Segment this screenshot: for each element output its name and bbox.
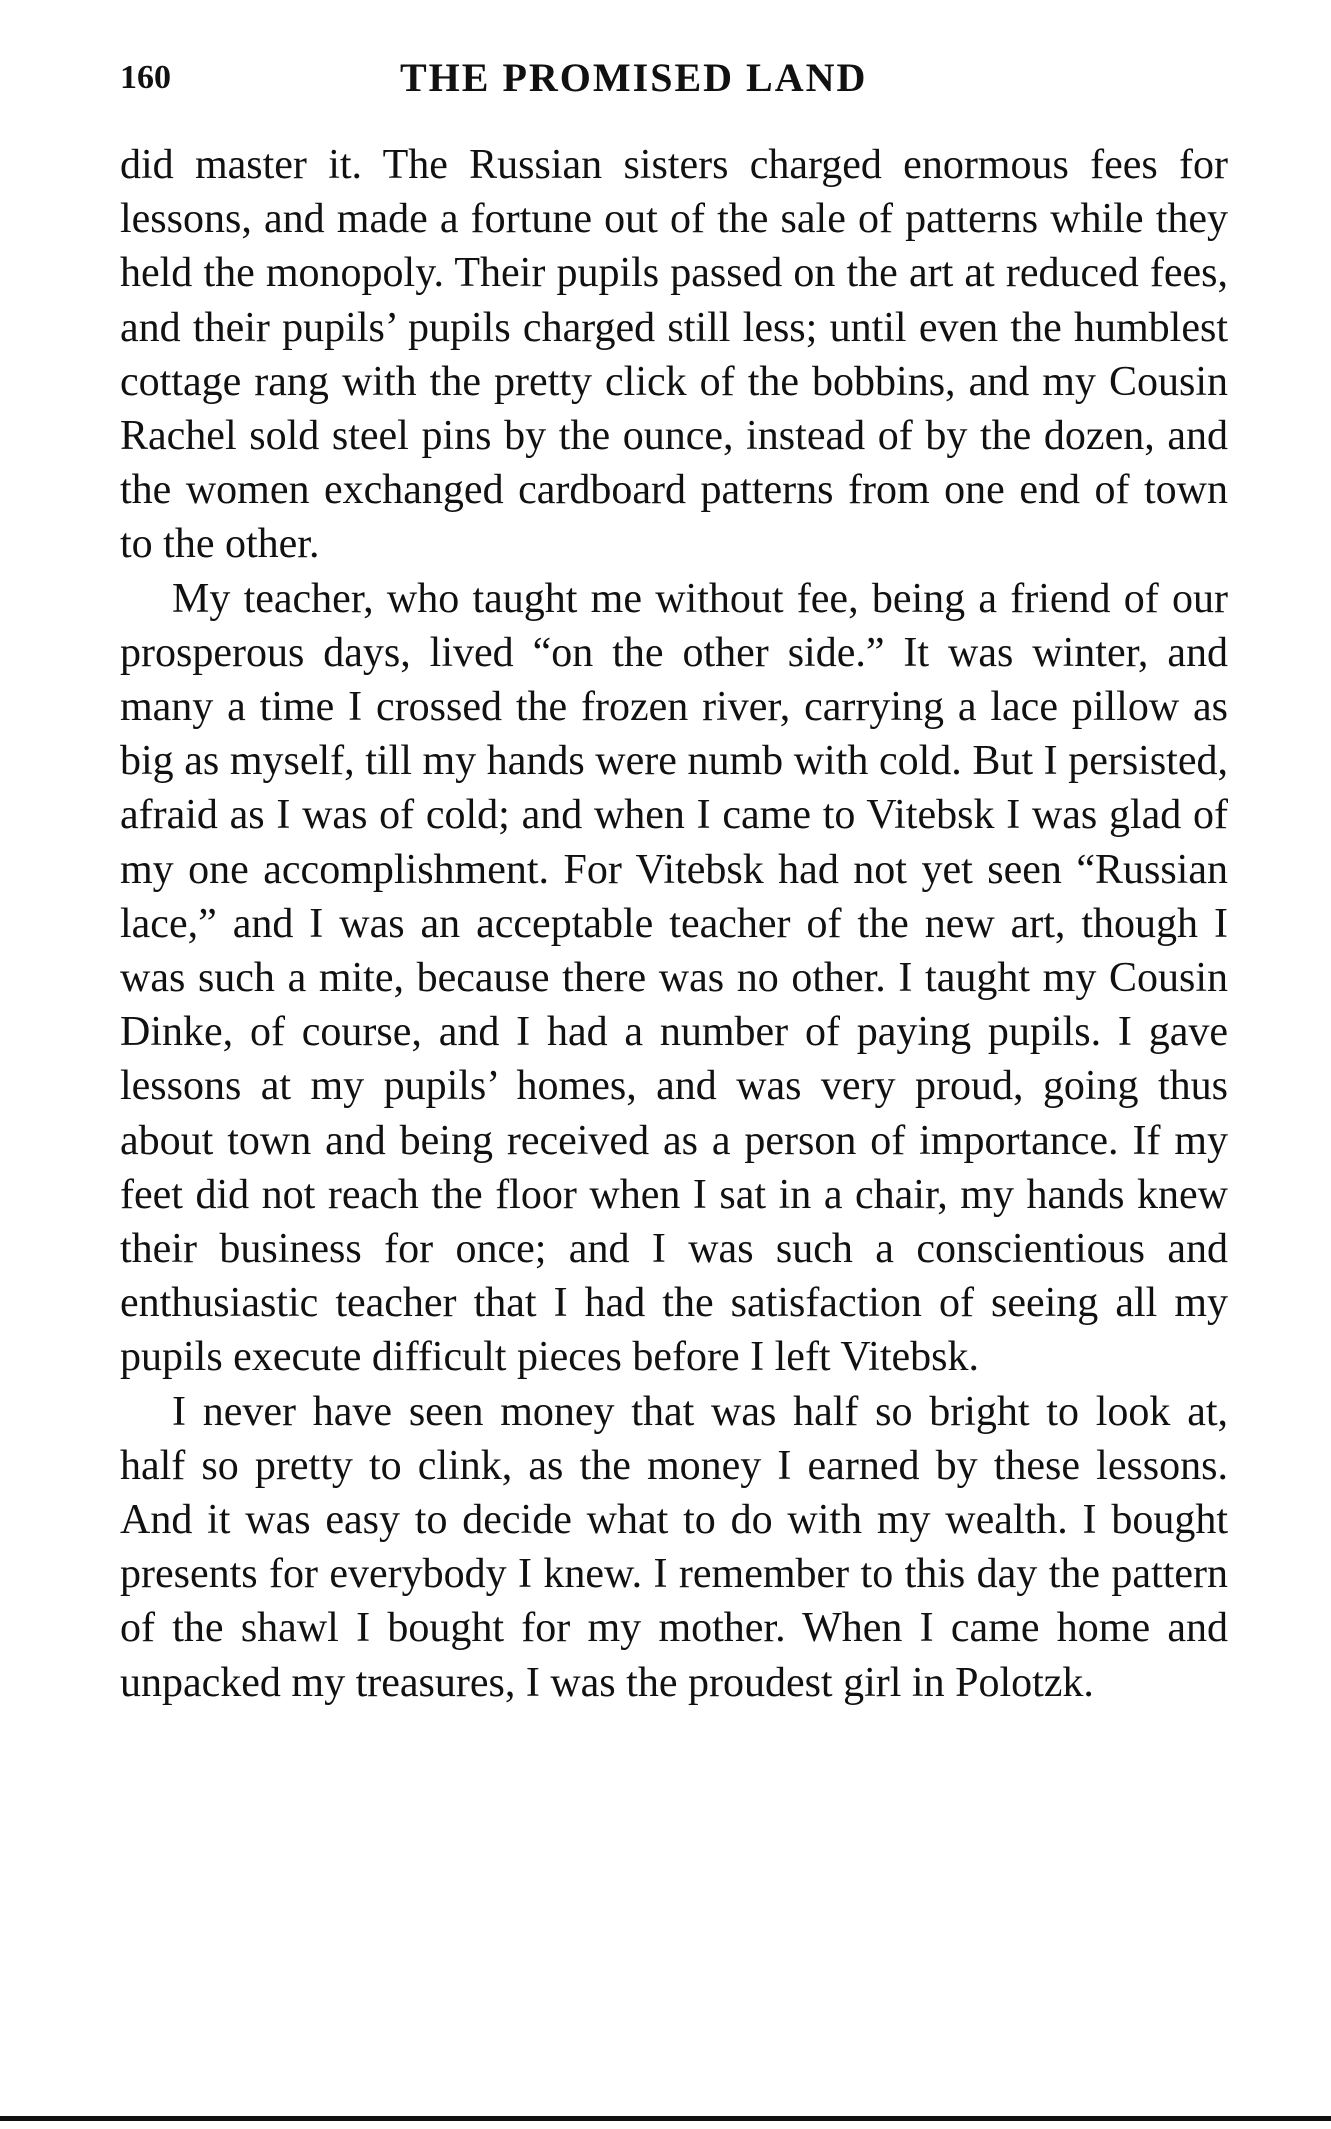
bottom-rule [0,2116,1331,2121]
page-number: 160 [120,59,171,96]
paragraph-2: My teacher, who taught me without fee, being a friend of our prosperous days, lived “on the other side.” It was winter, and many a time I crossed the frozen river, carrying a lace pillow as big as myself, till my hands were numb with cold. But I persisted, afraid as I was of cold; and when I came to Vitebsk I was glad of my one accomplishment. For Vitebsk had not yet seen “Russian lace,” and I was an acceptable teacher of the new art, though I was such a mite, because there was no other. I taught my Cousin Dinke, of course, and I had a number of paying pupils. I gave lessons at my pupils’ homes, and was very proud, going thus about town and being received as a person of importance. If my feet did not reach the floor when I sat in a chair, my hands knew their business for once; and I was such a conscientious and enthusiastic teacher that I had the satisfaction of seeing all my pupils execute difficult pieces before I left Vitebsk. [120,575,1228,1381]
body-text [120,138,1228,1710]
book-title: THE PROMISED LAND [400,55,868,100]
paragraph-1: did master it. The Russian sisters charged enormous fees for lessons, and made a fortune out of the sale of patterns while they held the monopoly. Their pupils passed on the art at reduced fees, and their pupils’ pupils charged still less; until even the humblest cottage rang with the pretty click of the bobbins, and my Cousin Rachel sold steel pins by the ounce, instead of by the dozen, and the women exchanged cardboard patterns from one end of town to the other. [120,142,1228,568]
paragraph-3: I never have seen money that was half so bright to look at, half so pretty to clink, as the money I earned by these lessons. And it was easy to decide what to do with my wealth. I bought presents for everybody I knew. I remember to this day the pattern of the shawl I bought for my mother. When I came home and unpacked my treasures, I was the proudest girl in Polotzk. [120,1388,1228,1706]
running-header [120,48,1230,108]
